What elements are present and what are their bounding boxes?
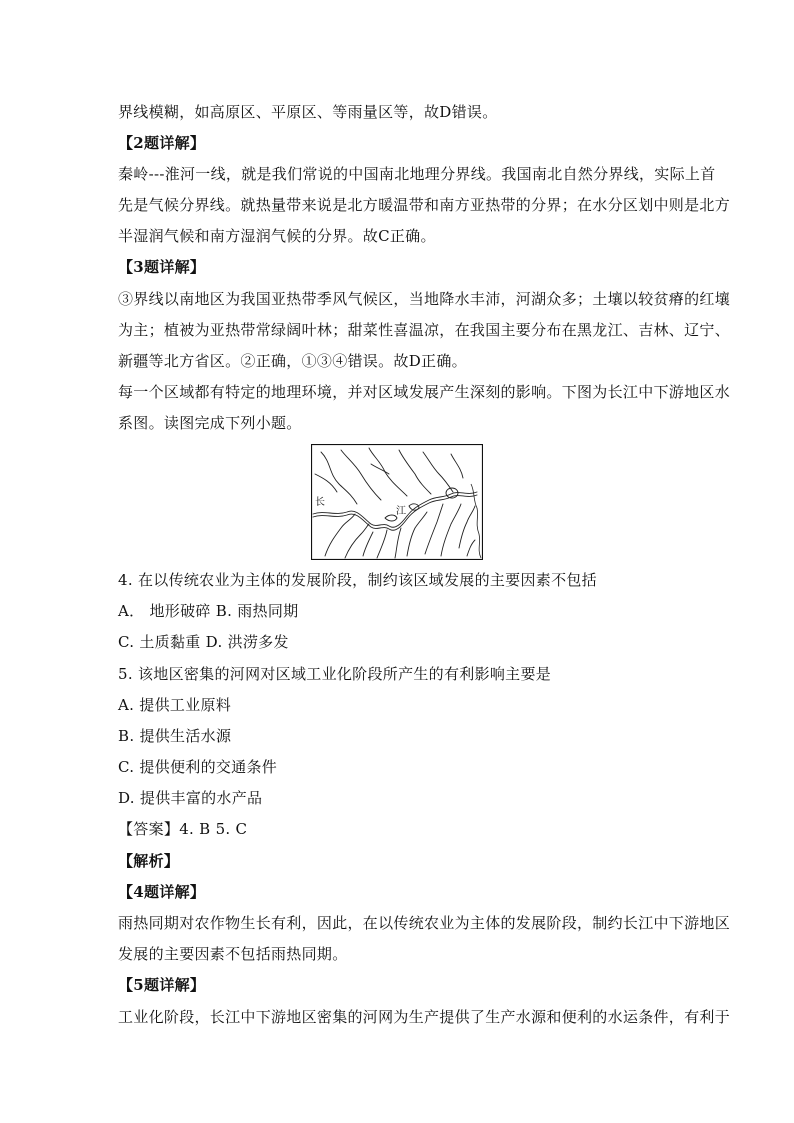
question-4-options-cd: C. 土质黏重 D. 洪涝多发	[118, 633, 289, 651]
analysis-heading: 【解析】	[118, 852, 180, 870]
section-heading-q5: 【5题详解】	[118, 976, 206, 994]
q4-explanation-line-2: 发展的主要因素不包括雨热同期。	[118, 945, 348, 963]
question-5: 5. 该地区密集的河网对区域工业化阶段所产生的有利影响主要是	[118, 665, 552, 683]
section-heading-q2: 【2题详解】	[118, 134, 206, 152]
text-line-7: 新疆等北方省区。②正确，①③④错误。故D正确。	[118, 352, 467, 370]
text-line-9: 系图。读图完成下列小题。	[118, 414, 302, 432]
map-label-jiang: 江	[396, 506, 406, 517]
question-5-option-d: D. 提供丰富的水产品	[118, 789, 263, 807]
text-line-6: 为主；植被为亚热带常绿阔叶林；甜菜性喜温凉，在我国主要分布在黑龙江、吉林、辽宁、	[118, 321, 731, 339]
section-heading-q3: 【3题详解】	[118, 258, 206, 276]
question-4: 4. 在以传统农业为主体的发展阶段，制约该区域发展的主要因素不包括	[118, 571, 597, 589]
text-line-5: ③界线以南地区为我国亚热带季风气候区，当地降水丰沛，河湖众多；土壤以较贫瘠的红壤	[118, 290, 731, 308]
text-line-1: 界线模糊，如高原区、平原区、等雨量区等，故D错误。	[118, 103, 498, 121]
question-5-option-c: C. 提供便利的交通条件	[118, 758, 278, 776]
question-5-option-a: A. 提供工业原料	[118, 696, 232, 714]
map-label-chang: 长	[315, 497, 325, 508]
text-line-3: 先是气候分界线。就热量带来说是北方暖温带和南方亚热带的分界；在水分区划中则是北方	[118, 196, 731, 214]
question-5-option-b: B. 提供生活水源	[118, 727, 232, 745]
river-system-map-figure	[311, 444, 483, 560]
q5-explanation-line-1: 工业化阶段，长江中下游地区密集的河网为生产提供了生产水源和便利的水运条件，有利于	[118, 1008, 731, 1026]
section-heading-q4: 【4题详解】	[118, 883, 206, 901]
question-4-options-ab: A． 地形破碎 B. 雨热同期	[118, 602, 299, 620]
text-line-2: 秦岭---淮河一线，就是我们常说的中国南北地理分界线。我国南北自然分界线，实际上首	[118, 165, 716, 183]
text-line-4: 半湿润气候和南方湿润气候的分界。故C正确。	[118, 227, 436, 245]
answer-line: 【答案】4. B 5. C	[118, 820, 248, 838]
text-line-8: 每一个区域都有特定的地理环境，并对区域发展产生深刻的影响。下图为长江中下游地区水	[118, 383, 731, 401]
river-system-map	[311, 444, 483, 560]
q4-explanation-line-1: 雨热同期对农作物生长有利，因此，在以传统农业为主体的发展阶段，制约长江中下游地区	[118, 914, 731, 932]
